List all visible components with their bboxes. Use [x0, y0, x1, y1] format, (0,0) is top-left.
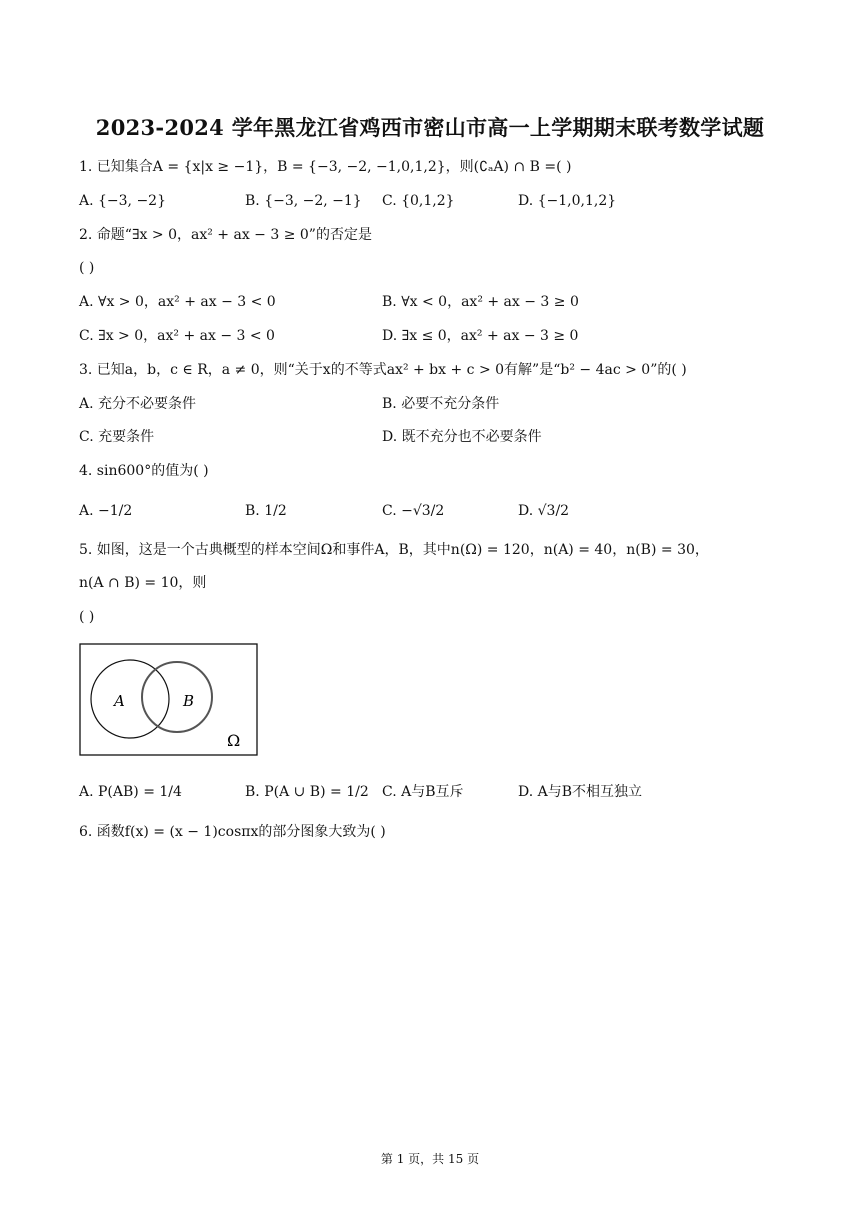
q2-option-c: C. ∃x > 0，ax² + ax − 3 < 0 — [79, 328, 275, 344]
event-b-label: B — [183, 692, 195, 710]
q3-option-a: A. 充分不必要条件 — [79, 396, 197, 412]
q4-option-c: C. −√3/2 — [382, 503, 445, 519]
q1-option-b: B. {−3, −2, −1} — [245, 193, 362, 209]
question-5-paren: ( ) — [79, 609, 95, 625]
q1-option-a: A. {−3, −2} — [79, 193, 167, 209]
q2-option-d: D. ∃x ≤ 0，ax² + ax − 3 ≥ 0 — [382, 328, 579, 344]
page-footer: 第 1 页，共 15 页 — [380, 1152, 480, 1166]
q5-option-d: D. A与B不相互独立 — [518, 784, 643, 800]
question-3-stem: 3. 已知a，b，c ∈ R，a ≠ 0，则“关于x的不等式ax² + bx + c > 0有解”是“b² − 4ac > 0”的( ) — [79, 362, 687, 378]
q5-option-a: A. P(AB) = 1/4 — [79, 784, 182, 800]
q3-option-d: D. 既不充分也不必要条件 — [382, 429, 542, 445]
omega-label: Ω — [227, 731, 241, 750]
q5-option-b: B. P(A ∪ B) = 1/2 — [245, 784, 369, 800]
q5-option-c: C. A与B互斥 — [382, 784, 464, 800]
venn-diagram — [79, 643, 259, 758]
question-1-stem: 1. 已知集合A = {x|x ≥ −1}，B = {−3, −2, −1,0,1,2}，则(∁ₐA) ∩ B =( ) — [79, 159, 572, 175]
q3-option-b: B. 必要不充分条件 — [382, 396, 500, 412]
q2-option-b: B. ∀x < 0，ax² + ax − 3 ≥ 0 — [382, 294, 579, 310]
question-4-stem: 4. sin600°的值为( ) — [79, 463, 209, 479]
q3-option-c: C. 充要条件 — [79, 429, 155, 445]
q4-option-a: A. −1/2 — [79, 503, 133, 519]
q1-option-d: D. {−1,0,1,2} — [518, 193, 617, 209]
question-2-stem: 2. 命题“∃x > 0，ax² + ax − 3 ≥ 0”的否定是 — [79, 227, 372, 243]
question-2-paren: ( ) — [79, 260, 95, 276]
page-title: 2023-2024 学年黑龙江省鸡西市密山市高一上学期期末联考数学试题 — [95, 115, 765, 140]
q2-option-a: A. ∀x > 0，ax² + ax − 3 < 0 — [79, 294, 276, 310]
q4-option-d: D. √3/2 — [518, 503, 570, 519]
question-5-stem-line-1: 5. 如图，这是一个古典概型的样本空间Ω和事件A，B，其中n(Ω) = 120，n(A) = 40，n(B) = 30， — [79, 542, 709, 558]
event-a-label: A — [114, 692, 125, 710]
event-b-circle — [142, 662, 212, 732]
question-6-stem: 6. 函数f(x) = (x − 1)cosπx的部分图象大致为( ) — [79, 824, 386, 840]
q1-option-c: C. {0,1,2} — [382, 193, 455, 209]
question-5-stem-line-2: n(A ∩ B) = 10，则 — [79, 575, 207, 591]
q4-option-b: B. 1/2 — [245, 503, 287, 519]
